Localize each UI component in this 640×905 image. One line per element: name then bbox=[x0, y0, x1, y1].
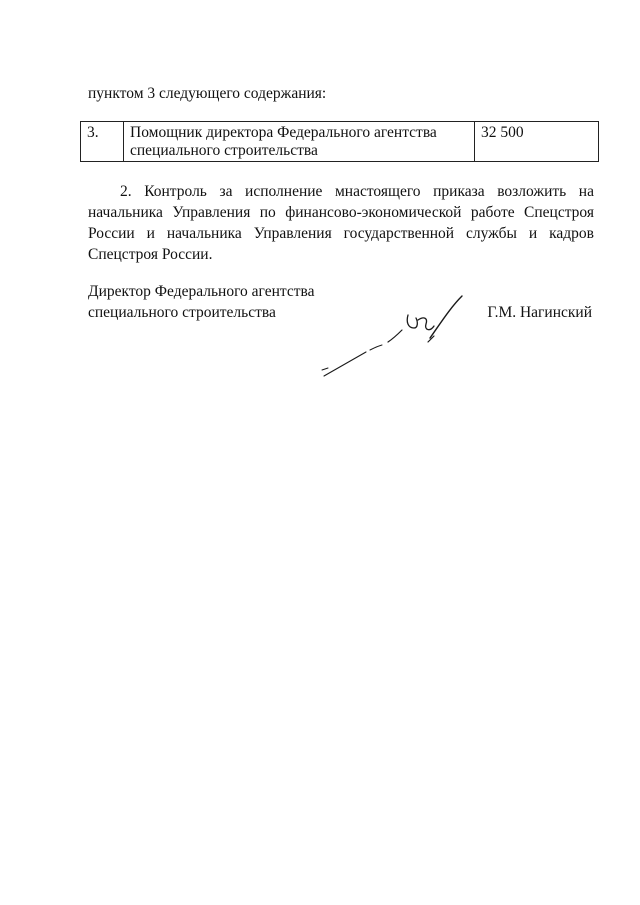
signature-icon bbox=[318, 282, 468, 382]
row-number: 3. bbox=[81, 122, 124, 162]
position-amount: 32 500 bbox=[475, 122, 599, 162]
paragraph-2 bbox=[88, 181, 594, 265]
position-title-line1: Помощник директора Федерального агентства bbox=[130, 124, 437, 141]
signatory-position-line1: Директор Федерального агентства bbox=[88, 283, 315, 300]
signatory-name: Г.М. Нагинский bbox=[487, 304, 592, 321]
positions-table bbox=[80, 121, 599, 162]
paragraph-2-text: 2. Контроль за исполнение мнастоящего приказа возложить на начальника Управления по финансово-экономической работе Спецстроя России и начальника Управления государственной службы и кадров Спецстроя России. bbox=[88, 183, 594, 263]
table-row bbox=[81, 122, 599, 162]
intro-text: пунктом 3 следующего содержания: bbox=[88, 85, 327, 102]
position-title-line2: специального строительства bbox=[130, 142, 318, 159]
signatory-position bbox=[88, 281, 314, 323]
position-title bbox=[124, 122, 475, 162]
signatory-position-line2: специального строительства bbox=[88, 304, 276, 321]
